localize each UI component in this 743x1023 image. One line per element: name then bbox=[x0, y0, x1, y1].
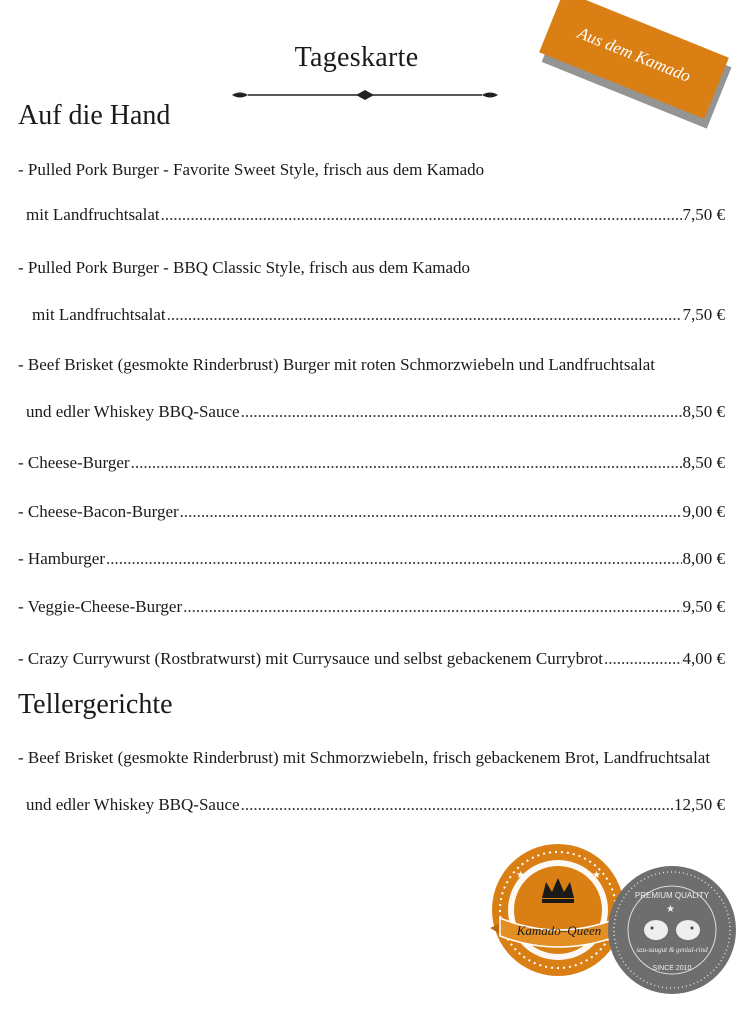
leader-dots bbox=[241, 795, 673, 815]
premium-top-label: PREMIUM QUALITY bbox=[634, 891, 710, 900]
leader-dots bbox=[167, 305, 682, 325]
section-heading-hand: Auf die Hand bbox=[18, 100, 171, 131]
leader-dots bbox=[180, 502, 682, 522]
page-title: Tageskarte bbox=[294, 42, 419, 73]
leader-dots bbox=[131, 453, 682, 473]
item-name: - Veggie-Cheese-Burger bbox=[18, 597, 183, 616]
premium-mid-label: sau-saugut & genial-rind bbox=[636, 946, 708, 954]
item-price: 7,50 € bbox=[682, 205, 725, 224]
item-description: - Pulled Pork Burger - BBQ Classic Style, frisch aus dem Kamado bbox=[18, 258, 471, 277]
item-price: 8,00 € bbox=[682, 549, 725, 568]
leader-dots bbox=[161, 205, 682, 225]
item-name: - Crazy Currywurst (Rostbratwurst) mit Currysauce und selbst gebackenem Currybrot bbox=[18, 649, 603, 668]
menu-item bbox=[26, 205, 725, 225]
menu-item bbox=[18, 549, 725, 569]
item-price: 9,50 € bbox=[682, 597, 725, 616]
premium-quality-seal bbox=[604, 862, 740, 998]
menu-item bbox=[18, 649, 725, 669]
tag-label: Aus dem Kamado bbox=[575, 23, 694, 86]
item-name: - Hamburger bbox=[18, 549, 106, 568]
item-price: 7,50 € bbox=[682, 305, 725, 324]
leader-dots bbox=[106, 549, 681, 569]
menu-item bbox=[32, 305, 725, 325]
item-price: 8,50 € bbox=[682, 402, 725, 421]
leader-dots bbox=[183, 597, 681, 617]
svg-text:★: ★ bbox=[592, 870, 601, 881]
item-description: - Pulled Pork Burger - Favorite Sweet Style, frisch aus dem Kamado bbox=[18, 160, 485, 179]
item-description: - Beef Brisket (gesmokte Rinderbrust) Burger mit roten Schmorzwiebeln und Landfruchtsalat bbox=[18, 355, 656, 374]
menu-item bbox=[18, 453, 725, 473]
premium-bottom-label: SINCE 2010 bbox=[652, 965, 692, 972]
menu-item bbox=[26, 402, 725, 422]
menu-item bbox=[18, 597, 725, 617]
queen-seal-label: Kamado–Queen bbox=[516, 923, 602, 938]
title-flourish bbox=[230, 88, 500, 102]
item-name: - Cheese-Bacon-Burger bbox=[18, 502, 179, 521]
item-name: und edler Whiskey BBQ-Sauce bbox=[26, 795, 240, 814]
menu-item bbox=[18, 502, 725, 522]
item-price: 9,00 € bbox=[682, 502, 725, 521]
leader-dots bbox=[604, 649, 682, 669]
item-price: 12,50 € bbox=[674, 795, 725, 814]
svg-text:★: ★ bbox=[516, 870, 525, 881]
item-name: - Cheese-Burger bbox=[18, 453, 130, 472]
kamado-tag-badge bbox=[539, 0, 729, 119]
item-price: 4,00 € bbox=[682, 649, 725, 668]
item-description: - Beef Brisket (gesmokte Rinderbrust) mit Schmorzwiebeln, frisch gebackenem Brot, Landfruchtsalat bbox=[18, 748, 711, 767]
section-heading-teller: Tellergerichte bbox=[18, 689, 173, 720]
item-price: 8,50 € bbox=[682, 453, 725, 472]
item-name: mit Landfruchtsalat bbox=[32, 305, 166, 324]
svg-text:★: ★ bbox=[666, 904, 675, 915]
item-name: und edler Whiskey BBQ-Sauce bbox=[26, 402, 240, 421]
item-name: mit Landfruchtsalat bbox=[26, 205, 160, 224]
leader-dots bbox=[241, 402, 682, 422]
menu-item bbox=[26, 795, 725, 815]
